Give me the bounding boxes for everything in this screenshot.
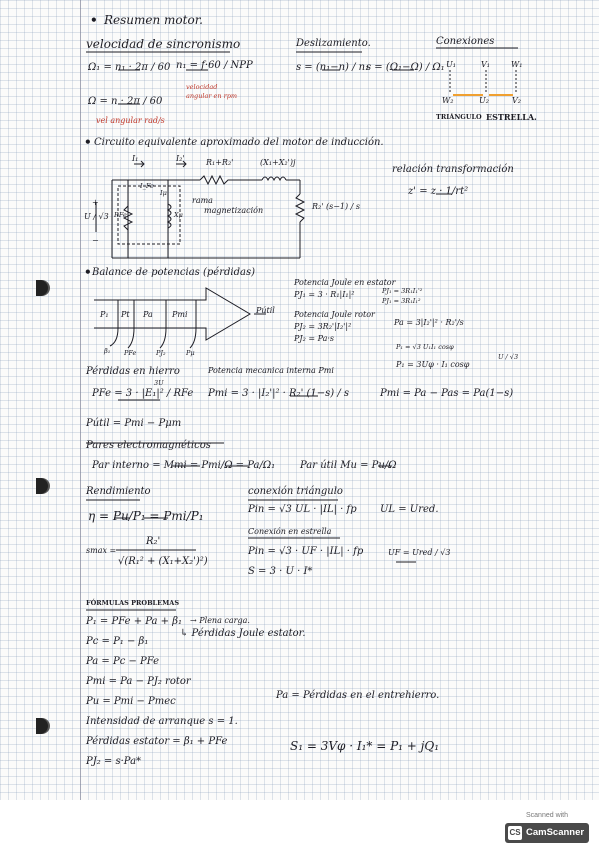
smax-den: √(R₁² + (X₁+X₂')²) [118,556,208,567]
pmi-formula-2: Pmi = Pa − Pas = Pa(1−s) [380,388,514,399]
terminal-u2: U₂ [479,96,489,105]
arrow-pa: Pa [143,310,153,319]
label-r: R₁+R₂' [206,158,234,167]
bullet: • [84,135,92,149]
terminal-w2: W₂ [442,96,454,105]
conn-title: Conexiones [436,36,495,47]
badge-scanned-text: Scanned with [525,812,569,819]
terminal-u1: U₁ [446,60,456,69]
label-rfe: RFe [114,211,127,219]
bullet: • [84,265,92,279]
label-triangulo: TRIÁNGULO [436,113,482,121]
star-u: UF = Ured / √3 [388,548,451,557]
sync-formula-3: Ω = n · 2π / 60 [88,96,163,107]
ratio-formula: z' = z · 1/rt² [408,186,469,197]
label-imu: Iμ [160,189,167,197]
label-x: (X₁+X₂')j [260,158,296,167]
p1-b: P₁ = 3Uφ · I₁ cosφ [396,360,470,369]
terminal-v2: V₂ [512,96,521,105]
tri-formula: Pin = √3 UL · |IL| · fp [248,504,357,515]
label-xmu: Xμ [174,211,183,219]
note-velocidad: velocidad [186,83,218,91]
label-minus: − [92,236,99,245]
star-title: Conexión en estrella [248,527,332,536]
formula-p1-note2: ↳ Pérdidas Joule estator. [180,628,306,639]
star-highlight [489,94,513,96]
camscanner-badge [505,812,589,844]
ratio-title: relación transformación [392,164,514,175]
label-plus: + [92,198,99,207]
arrow-putil: Pútil [256,306,275,315]
pj1-a: PJ₁ = 3 · R₁|I₁|² [294,290,355,299]
note-rpm: angular en rpm [186,92,238,100]
label-rload: R₂' (s−1) / s [312,202,360,211]
loss-pj2: PJ₂ [156,349,166,357]
circuit-title: Circuito equivalente aproximado del motor de inducción. [94,137,384,148]
three-u: 3U [154,379,164,387]
p1-b-frac: U / √3 [498,353,519,361]
badge-box [505,823,589,843]
label-voltage: U / √3 [84,212,109,221]
label-ife: I_Fe [140,182,154,190]
bullet: • [90,13,98,27]
star-formula: Pin = √3 · UF · |IL| · fp [248,546,364,557]
label-rama: rama [192,196,213,205]
sync-formula-2: n₁ = f·60 / NPP [176,60,253,71]
loss-b1: β₁ [104,347,111,355]
formula-p1: P₁ = PFe + Pa + β₁ [86,616,183,627]
arrow-pt: Pt [121,310,130,319]
note-rad: vel angular rad/s [96,116,165,125]
loss-pmu: Pμ [186,349,195,357]
terminal-w1: W₁ [511,60,523,69]
terminal-v1: V₁ [481,60,490,69]
rend-formula: η = Pu/P₁ = Pmi/P₁ [88,509,204,523]
formula-s1: S₁ = 3Vφ · I₁* = P₁ + jQ₁ [290,739,440,753]
formula-pmi: Pmi = Pa − PJ₂ rotor [86,676,191,687]
formula-arranque: Intensidad de arranque s = 1. [86,716,238,727]
formula-pc: Pc = P₁ − β₁ [86,636,149,647]
slip-title: Deslizamiento. [296,38,371,49]
pj1-c: PJ₁ = 3R₁I₁² [382,297,421,305]
camscanner-icon: CS [508,826,522,840]
sync-title: velocidad de sincronismo [86,37,241,51]
formula-pj2: PJ₂ = s·Pa* [86,756,142,767]
pares-title: Pares electromagnéticos [86,440,211,451]
arrow-p1: P₁ [100,310,109,319]
pa-note: Pa = Pérdidas en el entrehierro. [276,690,440,701]
label-estrella: ESTRELLA. [486,112,537,122]
label-i2: I₂' [176,154,185,163]
tri-title: conexión triángulo [248,486,343,497]
putil-formula: Pútil = Pmi − Pμm [86,418,182,429]
p1-a: P₁ = √3 U₁I₁ cosφ [396,343,454,351]
tri-u: UL = Ured. [380,504,439,515]
formula-pu: Pu = Pmi − Pmec [86,696,176,707]
smax-num: R₂' [146,536,161,547]
label-magnetizacion: magnetización [204,206,264,215]
pj2-a: PJ₂ = 3R₂'|I₂'|² [294,322,352,331]
par-util: Par útil Mu = Pu/Ω [300,460,397,471]
formula-pa: Pa = Pc − PFe [86,656,160,667]
formula-perdidas: Pérdidas estator = β₁ + PFe [86,736,228,747]
iron-title: Pérdidas en hierro [86,366,180,377]
par-interno: Par interno = Mmi = Pmi/Ω = Pa/Ω₁ [92,460,276,471]
slip-formula-2: s = (Ω₁−Ω) / Ω₁ [366,62,445,73]
loss-pfe: PFe [124,349,137,357]
joule-rotor-title: Potencia Joule rotor [294,310,375,319]
formula-p1-note: → Plena carga. [190,616,250,625]
pa-formula: Pa = 3|I₂'|² · R₂'/s [394,318,464,327]
slip-formula-1: s = (n₁−n) / n₁ [296,62,370,73]
pmi-title: Potencia mecanica interna Pmi [208,366,334,375]
arrow-pmi: Pmi [172,310,188,319]
smax-label: smax = [86,546,117,555]
balance-title: Balance de potencias (pérdidas) [92,267,255,278]
rend-title: Rendimiento [86,486,151,497]
apparent-power: S = 3 · U · I* [248,566,313,577]
pj2-b: PJ₂ = Pa·s [294,334,335,343]
badge-app-name: CamScanner [526,827,585,838]
sync-formula-1: Ω₁ = n₁ · 2π / 60 [88,62,171,73]
joule-stator-title: Potencia Joule en estator [294,278,396,287]
heading-resumen: Resumen motor. [104,13,203,27]
label-i1: I₁ [132,154,139,163]
formulas-title: FÓRMULAS PROBLEMAS [86,599,180,607]
pmi-formula: Pmi = 3 · |I₂'|² · R₂' (1−s) / s [208,388,350,399]
pfe-formula: PFe = 3 · |E₁|² / RFe [92,388,194,399]
pj1-b: PJ₁ = 3R₁I₁'² [382,287,423,295]
